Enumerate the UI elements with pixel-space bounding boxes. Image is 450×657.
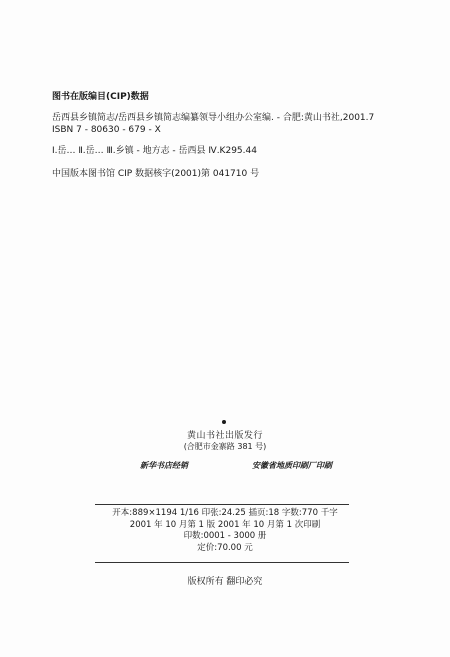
cip-verification: 中国版本图书馆 CIP 数据核字(2001)第 041710 号 bbox=[52, 169, 260, 179]
spec-print-run: 印数:0001 - 3000 册 bbox=[183, 531, 267, 542]
copyright-notice: 版权所有 翻印必究 bbox=[187, 577, 263, 587]
cip-isbn: ISBN 7 - 80630 - 679 - X bbox=[52, 124, 161, 135]
specs-block bbox=[0, 508, 450, 555]
printer: 安徽省地质印刷厂印刷 bbox=[252, 461, 332, 470]
spec-price: 定价:70.00 元 bbox=[197, 543, 253, 554]
cip-block bbox=[52, 92, 412, 180]
cip-subjects: Ⅰ.岳… Ⅱ.岳… Ⅲ.乡镇 - 地方志 - 岳西县 Ⅳ.K295.44 bbox=[52, 145, 257, 156]
publisher-block bbox=[0, 430, 450, 453]
distributor: 新华书店经销 bbox=[140, 461, 188, 470]
spec-edition: 2001 年 10 月第 1 版 2001 年 10 月第 1 次印刷 bbox=[129, 519, 321, 530]
publisher-name: 黄山书社出版发行 bbox=[186, 431, 263, 441]
cip-heading: 图书在版编目(CIP)数据 bbox=[52, 92, 149, 102]
publisher-address: (合肥市金寨路 381 号) bbox=[183, 442, 267, 452]
spec-format: 开本:889×1194 1/16 印张:24.25 插页:18 字数:770 千字 bbox=[112, 508, 338, 518]
cip-title-line: 岳西县乡镇简志/岳西县乡镇简志编纂领导小组办公室编. - 合肥:黄山书社,2001.7 bbox=[52, 113, 375, 124]
specs-top-rule bbox=[95, 504, 349, 505]
specs-bottom-rule bbox=[95, 562, 349, 563]
separator-dot bbox=[222, 420, 226, 424]
